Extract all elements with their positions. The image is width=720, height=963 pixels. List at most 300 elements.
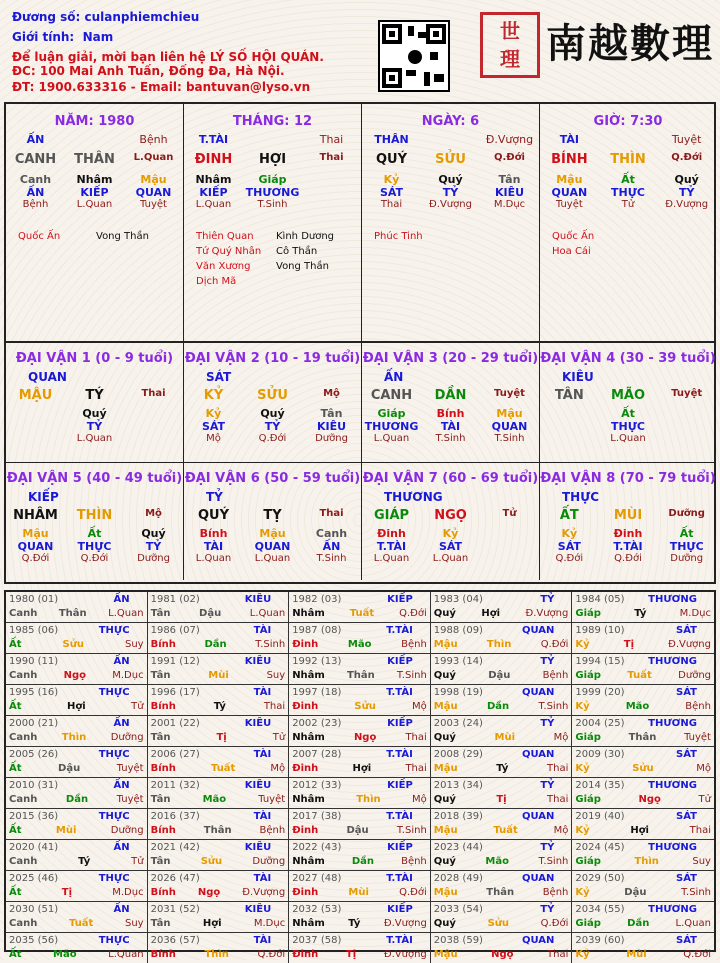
year-stem: Bính bbox=[150, 639, 176, 650]
year-phase: T.Sinh bbox=[396, 825, 427, 836]
year-head bbox=[151, 717, 286, 731]
hidden-god: T.TÀI bbox=[376, 540, 407, 553]
pillar-main: THÂN bbox=[74, 152, 115, 167]
year-cell[interactable] bbox=[6, 747, 148, 778]
year-phase: Bệnh bbox=[542, 670, 569, 681]
hidden-stem: Mậu bbox=[140, 173, 167, 186]
year-body bbox=[151, 700, 286, 714]
pillar-title: NĂM: 1980 bbox=[54, 114, 135, 129]
dai-van-main: GIÁP bbox=[373, 508, 410, 523]
year-body bbox=[434, 917, 569, 931]
year-phase: Suy bbox=[124, 639, 144, 650]
phase: Q.Đới bbox=[258, 433, 287, 444]
year-cell[interactable] bbox=[6, 840, 148, 871]
year-label: 2002 (23) bbox=[292, 718, 342, 729]
year-label: 2000 (21) bbox=[9, 718, 59, 729]
year-cell[interactable] bbox=[289, 654, 431, 685]
pillar-main: CANH bbox=[14, 152, 57, 167]
year-label: 1993 (14) bbox=[433, 656, 483, 667]
year-body bbox=[9, 669, 144, 683]
star-left: Quốc Ấn bbox=[18, 231, 61, 242]
year-label: 2016 (37) bbox=[150, 811, 200, 822]
year-head bbox=[575, 748, 711, 762]
hidden-god: KIẾP bbox=[199, 186, 228, 199]
dai-van-god: KIẾP bbox=[28, 490, 59, 504]
year-cell[interactable] bbox=[572, 778, 714, 809]
year-god: T.TÀI bbox=[386, 935, 413, 946]
dai-van-cell[interactable] bbox=[184, 342, 362, 462]
year-cell[interactable] bbox=[431, 747, 573, 778]
year-stem: Ất bbox=[9, 887, 22, 898]
owner-name: Đương số: culanphiemchieu bbox=[12, 10, 200, 24]
year-cell[interactable] bbox=[431, 871, 573, 902]
year-cell[interactable] bbox=[289, 716, 431, 747]
year-branch: Dần bbox=[65, 794, 89, 805]
pillar-hidden-row bbox=[6, 173, 183, 186]
year-label: 2022 (43) bbox=[292, 842, 342, 853]
year-head bbox=[9, 934, 144, 948]
year-label: 1992 (13) bbox=[292, 656, 342, 667]
pillar-main: Thai bbox=[319, 152, 344, 163]
year-god: TÀI bbox=[253, 625, 272, 636]
year-god: THƯƠNG bbox=[648, 904, 697, 915]
hidden-god: THỰC bbox=[611, 186, 645, 199]
dai-van-stem-branch bbox=[362, 508, 539, 523]
year-cell[interactable] bbox=[572, 871, 714, 902]
year-phase: Đ.Vượng bbox=[668, 639, 711, 650]
year-cell[interactable] bbox=[289, 623, 431, 654]
hidden-god: SÁT bbox=[201, 420, 226, 433]
year-phase: T.Sinh bbox=[538, 856, 569, 867]
year-branch: Thân bbox=[346, 670, 375, 681]
phase: T.Sinh bbox=[257, 199, 288, 210]
year-label: 1985 (06) bbox=[9, 625, 59, 636]
dai-van-main: Mộ bbox=[145, 508, 162, 519]
hidden-god: QUAN bbox=[551, 186, 588, 199]
year-branch: Mùi bbox=[348, 887, 369, 898]
year-head bbox=[151, 934, 286, 948]
phase bbox=[124, 433, 183, 444]
year-branch: Thân bbox=[628, 732, 657, 743]
year-cell[interactable] bbox=[572, 685, 714, 716]
year-cell[interactable] bbox=[572, 902, 714, 933]
dai-van-title: ĐẠI VẬN 3 (20 - 29 tuổi) bbox=[362, 351, 539, 366]
year-body bbox=[292, 638, 427, 652]
year-branch: Dậu bbox=[58, 763, 81, 774]
year-head bbox=[292, 779, 427, 793]
year-phase: Thai bbox=[547, 763, 569, 774]
year-stem: Canh bbox=[9, 732, 38, 743]
year-cell[interactable] bbox=[431, 716, 573, 747]
year-stem: Kỷ bbox=[575, 701, 590, 712]
year-cell[interactable] bbox=[289, 902, 431, 933]
year-phase: Suy bbox=[124, 918, 144, 929]
pillar-god-row bbox=[6, 133, 183, 146]
dai-van-main: SỬU bbox=[257, 388, 288, 403]
year-stem: Nhâm bbox=[292, 608, 325, 619]
pillar-column[interactable] bbox=[184, 104, 362, 342]
year-label: 2030 (51) bbox=[9, 904, 59, 915]
year-phase: Tử bbox=[698, 794, 711, 805]
year-branch: Hợi bbox=[481, 608, 501, 619]
year-stem: Quý bbox=[433, 732, 456, 743]
year-cell[interactable] bbox=[148, 747, 290, 778]
year-cell[interactable] bbox=[6, 778, 148, 809]
year-cell[interactable] bbox=[6, 902, 148, 933]
year-stem: Kỷ bbox=[575, 949, 590, 960]
year-head bbox=[151, 686, 286, 700]
year-branch: Tý bbox=[348, 918, 361, 929]
pillar-main: HỢI bbox=[258, 152, 287, 167]
year-phase: L.Quan bbox=[249, 608, 286, 619]
star-left: Dịch Mã bbox=[196, 276, 237, 287]
year-head bbox=[9, 872, 144, 886]
dai-van-hidden bbox=[184, 527, 361, 540]
year-body bbox=[434, 824, 569, 838]
dai-van-main: TÝ bbox=[85, 388, 104, 403]
year-branch: Mão bbox=[202, 794, 227, 805]
year-head bbox=[434, 655, 569, 669]
star-right: Cô Thần bbox=[276, 246, 318, 257]
year-label: 2024 (45) bbox=[575, 842, 625, 853]
hidden-stem: Đinh bbox=[377, 527, 406, 540]
year-stem: Giáp bbox=[575, 918, 601, 929]
year-cell[interactable] bbox=[148, 716, 290, 747]
star-left: Văn Xương bbox=[196, 261, 251, 272]
dai-van-cell[interactable] bbox=[6, 462, 184, 580]
year-label: 1991 (12) bbox=[150, 656, 200, 667]
pillar-hidden-row bbox=[540, 173, 716, 186]
phase: L.Quan bbox=[195, 199, 232, 210]
hidden-stem: Tân bbox=[498, 173, 521, 186]
year-branch: Dậu bbox=[624, 887, 647, 898]
year-body bbox=[9, 700, 144, 714]
year-god: QUAN bbox=[521, 687, 555, 698]
hidden-stem: Giáp bbox=[258, 173, 287, 186]
year-cell[interactable] bbox=[148, 623, 290, 654]
year-cell[interactable] bbox=[289, 809, 431, 840]
year-label: 2014 (35) bbox=[575, 780, 625, 791]
pillar-god: Bệnh bbox=[139, 133, 168, 146]
hidden-stem: Kỷ bbox=[383, 173, 400, 186]
gender-label: Giới tính: bbox=[12, 30, 75, 44]
hidden-god: KIÊU bbox=[316, 420, 347, 433]
year-stem: Giáp bbox=[575, 732, 601, 743]
year-label: 1983 (04) bbox=[433, 594, 483, 605]
year-body bbox=[575, 886, 711, 900]
year-stem: Quý bbox=[433, 856, 456, 867]
year-cell[interactable] bbox=[572, 592, 714, 623]
year-cell[interactable] bbox=[289, 778, 431, 809]
year-label: 2009 (30) bbox=[575, 749, 625, 760]
phase: Mộ bbox=[206, 433, 221, 444]
year-god: T.TÀI bbox=[386, 811, 413, 822]
year-branch: Tị bbox=[345, 949, 357, 960]
hidden-god: THƯƠNG bbox=[364, 420, 419, 433]
pillar-hidden-gods bbox=[362, 186, 539, 199]
year-phase: Bệnh bbox=[685, 701, 711, 712]
pillar-main: L.Quan bbox=[133, 152, 174, 163]
year-branch: Thìn bbox=[61, 732, 87, 743]
year-cell[interactable] bbox=[572, 747, 714, 778]
dai-van-title: ĐẠI VẬN 7 (60 - 69 tuổi) bbox=[362, 471, 539, 486]
year-branch: Ngọ bbox=[197, 887, 221, 898]
year-head bbox=[151, 841, 286, 855]
dai-van-title: ĐẠI VẬN 5 (40 - 49 tuổi) bbox=[6, 471, 183, 486]
year-god: KIẾP bbox=[387, 594, 413, 605]
year-phase: Thai bbox=[547, 949, 569, 960]
year-cell[interactable] bbox=[289, 840, 431, 871]
year-head bbox=[434, 593, 569, 607]
year-label: 2013 (34) bbox=[433, 780, 483, 791]
year-label: 1988 (09) bbox=[433, 625, 483, 636]
year-cell[interactable] bbox=[572, 840, 714, 871]
year-god: THỰC bbox=[98, 749, 130, 760]
year-branch: Tuất bbox=[349, 608, 375, 619]
phone-email-line[interactable]: ĐT: 1900.633316 - Email: bantuvan@lyso.vn bbox=[12, 80, 311, 94]
dai-van-cell[interactable] bbox=[6, 342, 184, 462]
year-branch: Ngọ bbox=[638, 794, 661, 805]
year-branch: Tị bbox=[623, 639, 634, 650]
hidden-stem bbox=[657, 407, 716, 420]
year-head bbox=[9, 593, 144, 607]
year-cell[interactable] bbox=[572, 654, 714, 685]
phase: Dưỡng bbox=[137, 553, 170, 564]
phase: Đ.Vượng bbox=[665, 199, 709, 210]
year-cell[interactable] bbox=[6, 809, 148, 840]
hidden-stem: Bính bbox=[199, 527, 228, 540]
dai-van-hidden bbox=[6, 407, 183, 420]
year-cell[interactable] bbox=[148, 902, 290, 933]
seal-char-2: 理 bbox=[500, 47, 520, 71]
phase: T.Sinh bbox=[316, 553, 347, 564]
year-head bbox=[575, 903, 711, 917]
dai-van-phases bbox=[540, 433, 716, 444]
year-god: QUAN bbox=[521, 873, 555, 884]
year-god: TÀI bbox=[253, 749, 272, 760]
dai-van-cell[interactable] bbox=[184, 462, 362, 580]
year-body bbox=[434, 700, 569, 714]
hidden-god: TÀI bbox=[440, 420, 461, 433]
year-branch: Hợi bbox=[630, 825, 649, 836]
year-cell[interactable] bbox=[572, 716, 714, 747]
year-head bbox=[151, 624, 286, 638]
dai-van-god: TỶ bbox=[206, 490, 223, 504]
year-head bbox=[434, 934, 569, 948]
year-body bbox=[434, 607, 569, 621]
year-cell[interactable] bbox=[431, 840, 573, 871]
year-cell[interactable] bbox=[148, 933, 290, 963]
pillar-title: GIỜ: 7:30 bbox=[593, 114, 663, 129]
year-label: 1982 (03) bbox=[292, 594, 342, 605]
dai-van-main: CANH bbox=[370, 388, 413, 403]
hidden-god: THƯƠNG bbox=[245, 186, 300, 199]
star-left: Thiên Quan bbox=[196, 231, 254, 242]
year-head bbox=[292, 872, 427, 886]
year-phase: Q.Đới bbox=[540, 639, 569, 650]
hidden-stem: Mậu bbox=[556, 173, 583, 186]
hidden-stem: Quý bbox=[438, 173, 463, 186]
year-cell[interactable] bbox=[148, 871, 290, 902]
year-cell[interactable] bbox=[431, 592, 573, 623]
year-stem: Đinh bbox=[292, 763, 319, 774]
year-cell[interactable] bbox=[431, 778, 573, 809]
year-cell[interactable] bbox=[431, 685, 573, 716]
year-body bbox=[575, 855, 711, 869]
year-cell[interactable] bbox=[148, 685, 290, 716]
year-phase: Q.Đới bbox=[540, 918, 569, 929]
brand-logo: 南越數理 bbox=[546, 20, 714, 67]
year-cell[interactable] bbox=[572, 933, 714, 963]
pillar-stem-branch bbox=[6, 152, 183, 167]
year-stem: Tân bbox=[150, 732, 171, 743]
year-cell[interactable] bbox=[431, 623, 573, 654]
year-branch: Mùi bbox=[626, 949, 647, 960]
year-branch: Tị bbox=[496, 794, 507, 805]
year-god: KIÊU bbox=[244, 842, 272, 853]
year-stem: Bính bbox=[150, 825, 176, 836]
year-body bbox=[292, 855, 427, 869]
pillar-main: Q.Đới bbox=[494, 152, 525, 163]
year-cell[interactable] bbox=[148, 654, 290, 685]
dai-van-hidden-gods bbox=[540, 420, 716, 433]
seal-stamp bbox=[480, 12, 540, 78]
year-body bbox=[434, 638, 569, 652]
star-right: Vong Thần bbox=[276, 261, 329, 272]
year-branch: Dần bbox=[627, 918, 650, 929]
year-god: KIÊU bbox=[244, 656, 272, 667]
year-label: 1999 (20) bbox=[575, 687, 625, 698]
year-phase: Mộ bbox=[412, 701, 427, 712]
dai-van-main: DẦN bbox=[434, 388, 467, 403]
dai-van-cell[interactable] bbox=[540, 342, 716, 462]
dai-van-god: KIÊU bbox=[562, 370, 594, 384]
year-cell[interactable] bbox=[289, 933, 431, 963]
hidden-god: TỶ bbox=[264, 420, 281, 433]
year-body bbox=[151, 762, 286, 776]
hidden-stem: Giáp bbox=[377, 407, 406, 420]
year-stem: Đinh bbox=[292, 701, 319, 712]
year-head bbox=[9, 624, 144, 638]
dai-van-hidden-gods bbox=[6, 420, 183, 433]
hidden-stem: Kỷ bbox=[442, 527, 459, 540]
pillar-god: Tuyệt bbox=[671, 133, 702, 146]
dai-van-phases bbox=[6, 433, 183, 444]
year-body bbox=[575, 700, 711, 714]
year-label: 2036 (57) bbox=[150, 935, 200, 946]
year-cell[interactable] bbox=[148, 592, 290, 623]
year-cell[interactable] bbox=[148, 778, 290, 809]
hidden-stem bbox=[480, 527, 539, 540]
year-god: TỶ bbox=[540, 842, 555, 853]
year-cell[interactable] bbox=[431, 933, 573, 963]
year-cell[interactable] bbox=[6, 623, 148, 654]
pillar-column[interactable] bbox=[6, 104, 184, 342]
year-god: SÁT bbox=[676, 625, 697, 636]
year-stem: Ất bbox=[9, 639, 22, 650]
year-cell[interactable] bbox=[148, 840, 290, 871]
year-cell[interactable] bbox=[431, 902, 573, 933]
year-cell[interactable] bbox=[431, 654, 573, 685]
year-god: KIÊU bbox=[244, 904, 272, 915]
year-cell[interactable] bbox=[6, 592, 148, 623]
year-label: 1980 (01) bbox=[9, 594, 59, 605]
year-branch: Hợi bbox=[67, 701, 86, 712]
year-stem: Canh bbox=[9, 856, 38, 867]
year-cell[interactable] bbox=[431, 809, 573, 840]
year-cell[interactable] bbox=[572, 623, 714, 654]
year-label: 2012 (33) bbox=[292, 780, 342, 791]
dai-van-stem-branch bbox=[6, 508, 183, 523]
header bbox=[0, 0, 720, 100]
year-stem: Canh bbox=[9, 608, 38, 619]
year-cell[interactable] bbox=[6, 685, 148, 716]
year-cell[interactable] bbox=[148, 809, 290, 840]
hidden-stem bbox=[302, 173, 361, 186]
hidden-stem: Đinh bbox=[613, 527, 643, 540]
pillar-column[interactable] bbox=[540, 104, 716, 342]
year-stem: Ất bbox=[9, 701, 22, 712]
year-cell[interactable] bbox=[6, 654, 148, 685]
year-body bbox=[575, 917, 711, 931]
year-stem: Đinh bbox=[292, 949, 319, 960]
hidden-god bbox=[540, 420, 599, 433]
dai-van-cell[interactable] bbox=[362, 342, 540, 462]
phase: Đ.Vượng bbox=[429, 199, 472, 210]
year-label: 2007 (28) bbox=[292, 749, 342, 760]
year-branch: Sửu bbox=[354, 701, 376, 712]
year-branch: Dậu bbox=[199, 608, 222, 619]
year-head bbox=[575, 779, 711, 793]
year-cell[interactable] bbox=[289, 685, 431, 716]
year-cell[interactable] bbox=[6, 716, 148, 747]
phase: Dưỡng bbox=[670, 553, 704, 564]
dai-van-main: ẤT bbox=[559, 508, 579, 523]
year-stem: Giáp bbox=[575, 670, 601, 681]
year-phase: Mộ bbox=[696, 763, 711, 774]
dai-van-cell[interactable] bbox=[540, 462, 716, 580]
year-label: 1994 (15) bbox=[575, 656, 625, 667]
star-right: Kình Dương bbox=[276, 231, 335, 242]
year-stem: Kỷ bbox=[575, 825, 590, 836]
year-branch: Ngọ bbox=[63, 670, 86, 681]
year-cell[interactable] bbox=[572, 809, 714, 840]
year-cell[interactable] bbox=[6, 871, 148, 902]
year-cell[interactable] bbox=[289, 871, 431, 902]
year-branch: Tý bbox=[213, 701, 226, 712]
year-stem: Quý bbox=[433, 608, 456, 619]
star-right: Vong Thần bbox=[96, 231, 149, 242]
hidden-god: QUAN bbox=[254, 540, 291, 553]
year-branch: Sửu bbox=[632, 763, 654, 774]
pillar-column[interactable] bbox=[362, 104, 540, 342]
year-stem: Giáp bbox=[575, 608, 601, 619]
year-cell[interactable] bbox=[6, 933, 148, 963]
dai-van-hidden bbox=[362, 527, 539, 540]
year-cell[interactable] bbox=[289, 747, 431, 778]
year-god: THỰC bbox=[98, 625, 130, 636]
hidden-god: TỶ bbox=[678, 186, 695, 199]
dai-van-god: QUAN bbox=[28, 370, 67, 384]
qr-code[interactable] bbox=[378, 20, 450, 92]
year-god: QUAN bbox=[521, 935, 555, 946]
year-god: THƯƠNG bbox=[648, 594, 697, 605]
year-cell[interactable] bbox=[289, 592, 431, 623]
year-branch: Ngọ bbox=[353, 732, 377, 743]
dai-van-hidden-gods bbox=[362, 420, 539, 433]
year-label: 1998 (19) bbox=[433, 687, 483, 698]
dai-van-cell[interactable] bbox=[362, 462, 540, 580]
